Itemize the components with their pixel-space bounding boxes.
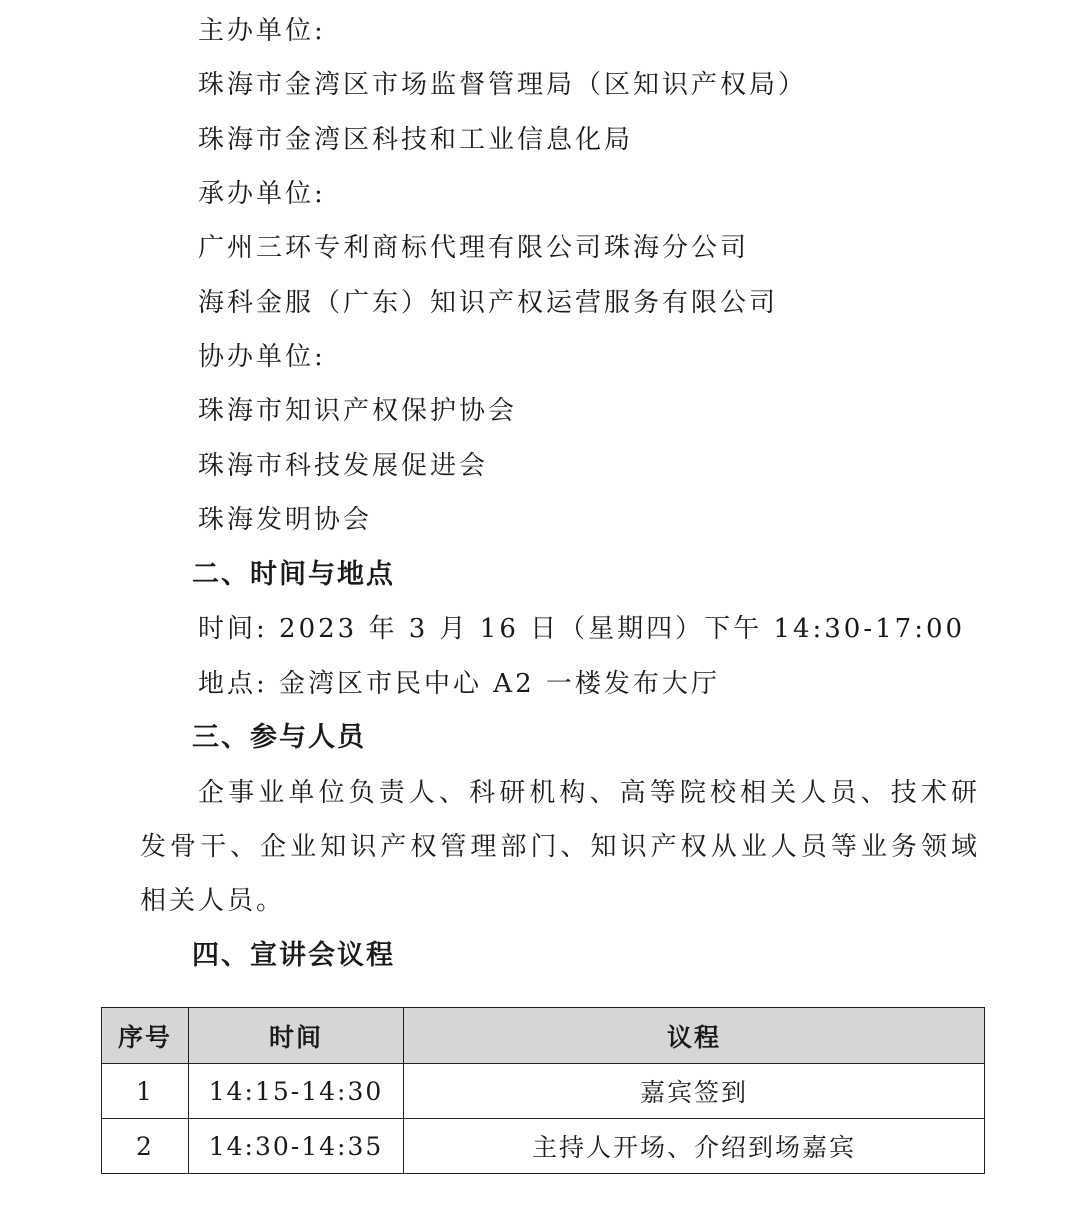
- event-place: 地点: 金湾区市民中心 A2 一楼发布大厅: [198, 669, 720, 699]
- agenda-cell-index: 2: [102, 1119, 189, 1174]
- undertaker-org-1: 广州三环专利商标代理有限公司珠海分公司: [198, 233, 750, 263]
- agenda-table: [101, 1007, 985, 1174]
- agenda-header-index: 序号: [102, 1008, 189, 1064]
- agenda-cell-time: 14:30-14:35: [189, 1119, 404, 1174]
- table-row: [102, 1119, 985, 1174]
- undertaker-label: 承办单位:: [198, 179, 326, 209]
- host-label: 主办单位:: [198, 16, 326, 46]
- table-row: [102, 1064, 985, 1119]
- agenda-header-item: 议程: [404, 1008, 985, 1064]
- event-time: 时间: 2023 年 3 月 16 日（星期四）下午 14:30-17:00: [198, 614, 966, 644]
- agenda-header-row: [102, 1008, 985, 1064]
- coorganizer-org-3: 珠海发明协会: [198, 505, 373, 535]
- host-org-1: 珠海市金湾区市场监督管理局（区知识产权局）: [198, 70, 808, 100]
- undertaker-org-2: 海科金服（广东）知识产权运营服务有限公司: [198, 288, 779, 318]
- section-heading-participants: 三、参与人员: [192, 722, 366, 753]
- section-heading-agenda: 四、宣讲会议程: [192, 940, 395, 971]
- host-org-2: 珠海市金湾区科技和工业信息化局: [198, 125, 634, 155]
- coorganizer-org-1: 珠海市知识产权保护协会: [198, 396, 518, 426]
- participants-paragraph: 企事业单位负责人、科研机构、高等院校相关人员、技术研发骨干、企业知识产权管理部门、知识产权从业人员等业务领域相关人员。: [140, 778, 980, 916]
- agenda-cell-time: 14:15-14:30: [189, 1064, 404, 1119]
- coorganizer-org-2: 珠海市科技发展促进会: [198, 451, 489, 481]
- section-heading-time-place: 二、时间与地点: [192, 559, 395, 590]
- agenda-cell-item: 嘉宾签到: [404, 1064, 985, 1119]
- coorganizer-label: 协办单位:: [198, 342, 326, 372]
- agenda-cell-item: 主持人开场、介绍到场嘉宾: [404, 1119, 985, 1174]
- agenda-header-time: 时间: [189, 1008, 404, 1064]
- agenda-cell-index: 1: [102, 1064, 189, 1119]
